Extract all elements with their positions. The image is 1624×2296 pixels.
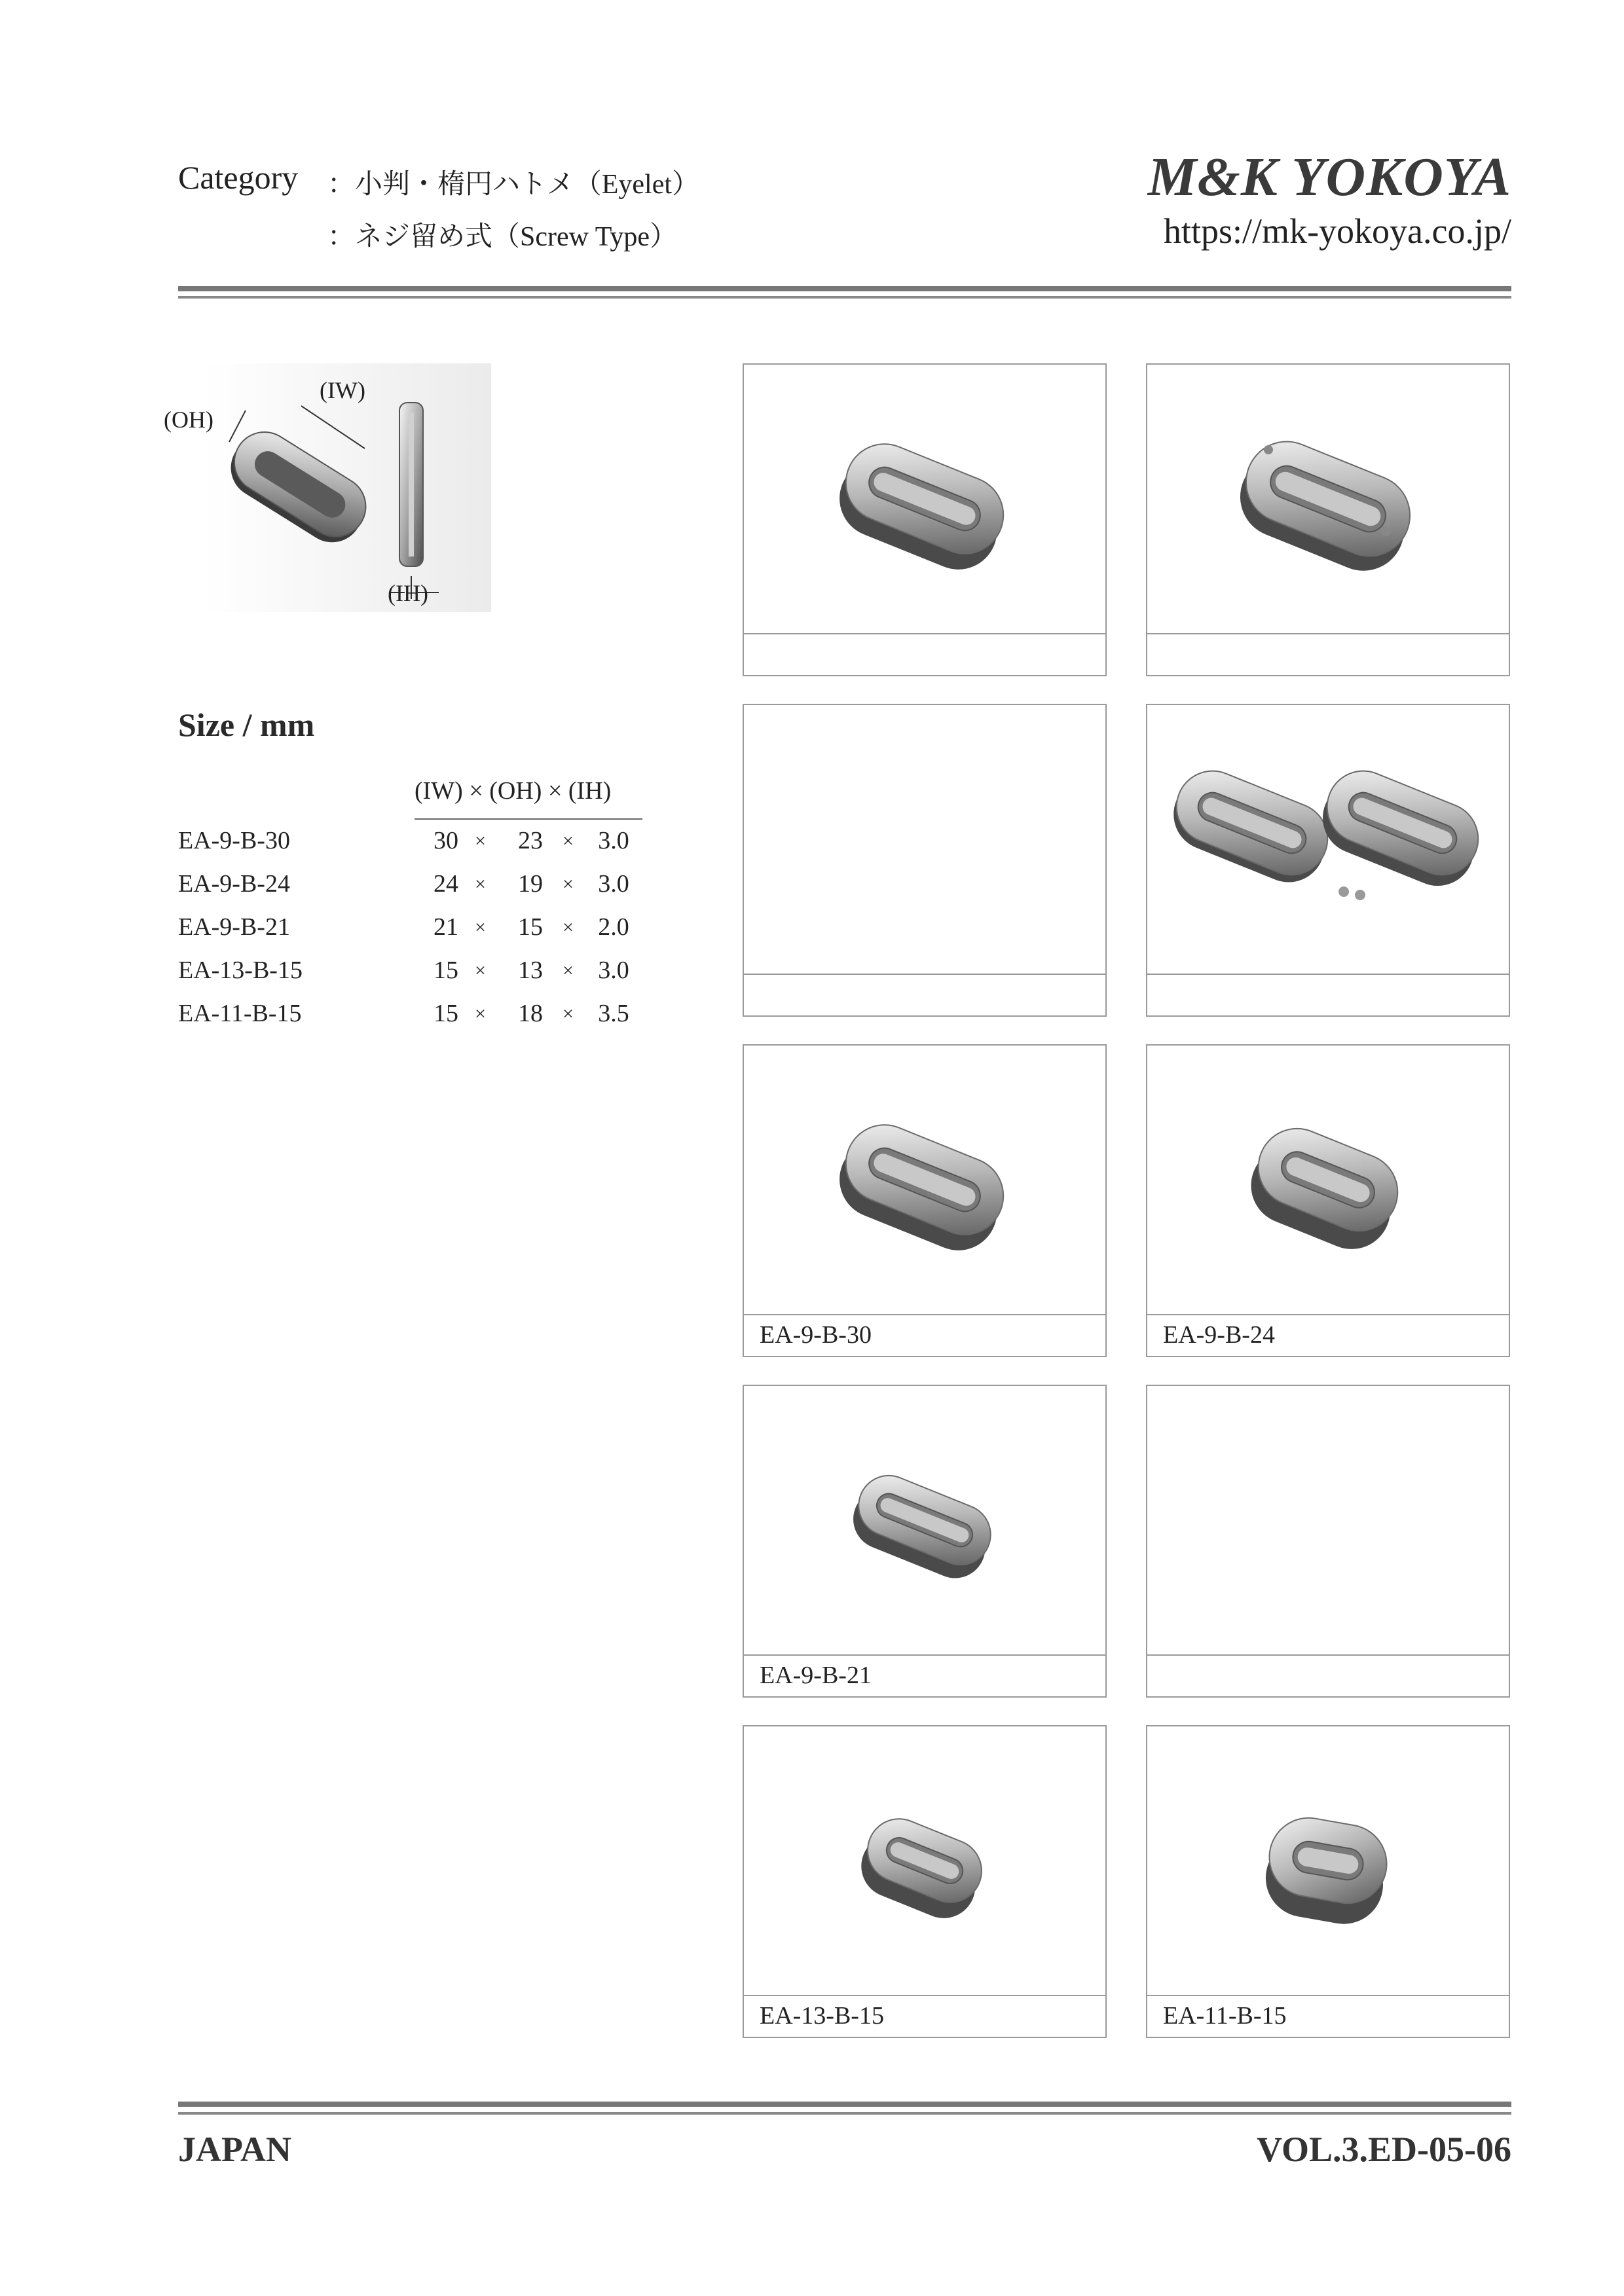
label-oh: (OH) xyxy=(164,407,213,433)
footer-country: JAPAN xyxy=(178,2130,291,2169)
product-card xyxy=(743,1385,1107,1698)
footer-volume: VOL.3.ED-05-06 xyxy=(1257,2130,1511,2169)
size-times: × xyxy=(475,830,486,852)
size-times: × xyxy=(563,960,574,981)
product-code: EA-9-B-21 xyxy=(760,1662,872,1689)
product-photo xyxy=(744,365,1105,634)
size-times: × xyxy=(475,1003,486,1025)
size-times: × xyxy=(563,873,574,895)
size-code: EA-13-B-15 xyxy=(178,957,303,984)
product-card xyxy=(1146,1725,1510,2038)
size-row xyxy=(178,826,650,866)
size-times: × xyxy=(563,917,574,938)
product-code: EA-11-B-15 xyxy=(1163,2002,1287,2030)
size-code: EA-11-B-15 xyxy=(178,1000,302,1027)
size-iw: 15 xyxy=(434,1000,458,1027)
size-iw: 24 xyxy=(434,870,458,898)
product-card xyxy=(1146,363,1510,676)
size-oh: 18 xyxy=(518,1000,543,1027)
empty-photo-slot xyxy=(1147,1386,1509,1656)
size-ih: 3.0 xyxy=(598,827,629,854)
size-row xyxy=(178,956,650,995)
size-title: Size / mm xyxy=(178,706,315,743)
size-times: × xyxy=(475,917,486,938)
footer-rule-thin xyxy=(178,2112,1511,2115)
product-photo xyxy=(744,1726,1105,1996)
product-photo xyxy=(1147,1046,1509,1315)
product-card xyxy=(743,363,1107,676)
product-code: EA-13-B-15 xyxy=(760,2002,884,2030)
product-card xyxy=(1146,1385,1510,1698)
size-code: EA-9-B-21 xyxy=(178,913,290,941)
size-table-header: (IW) × (OH) × (IH) xyxy=(415,777,612,805)
size-times: × xyxy=(475,960,486,981)
size-ih: 3.5 xyxy=(598,1000,629,1027)
size-row xyxy=(178,869,650,909)
product-card xyxy=(1146,1044,1510,1357)
dimension-diagram xyxy=(151,363,491,612)
product-card xyxy=(743,704,1107,1017)
size-row xyxy=(178,913,650,952)
label-ih: (IH) xyxy=(388,580,428,606)
size-ih: 2.0 xyxy=(598,913,629,941)
category-label: Category xyxy=(178,159,299,196)
product-code: EA-9-B-24 xyxy=(1163,1321,1275,1349)
product-card xyxy=(743,1725,1107,2038)
size-oh: 23 xyxy=(518,827,543,854)
size-oh: 13 xyxy=(518,957,543,984)
label-iw: (IW) xyxy=(320,377,365,403)
product-card xyxy=(1146,704,1510,1017)
category-value-fastening: ：ネジ留め式（Screw Type） xyxy=(327,222,678,252)
product-card xyxy=(743,1044,1107,1357)
empty-photo-slot xyxy=(744,705,1105,975)
size-ih: 3.0 xyxy=(598,870,629,898)
product-code: EA-9-B-30 xyxy=(760,1321,872,1349)
size-ih: 3.0 xyxy=(598,957,629,984)
size-times: × xyxy=(563,1003,574,1025)
header-rule-thick xyxy=(178,286,1511,291)
size-code: EA-9-B-30 xyxy=(178,827,290,854)
size-iw: 21 xyxy=(434,913,458,941)
category-value-type: ：小判・楕円ハトメ（Eyelet） xyxy=(327,170,700,200)
size-code: EA-9-B-24 xyxy=(178,870,290,898)
brand-logo: M&K YOKOYA xyxy=(1147,147,1511,208)
size-times: × xyxy=(475,873,486,895)
size-row xyxy=(178,999,650,1038)
size-table-header-rule xyxy=(415,818,642,820)
product-photo xyxy=(1147,1726,1509,1996)
size-times: × xyxy=(563,830,574,852)
footer-rule-thick xyxy=(178,2102,1511,2107)
size-oh: 15 xyxy=(518,913,543,941)
product-photo xyxy=(744,1046,1105,1315)
product-photo xyxy=(1147,365,1509,634)
size-iw: 15 xyxy=(434,957,458,984)
header-rule-thin xyxy=(178,296,1511,299)
product-photo xyxy=(744,1386,1105,1656)
website-url[interactable]: https://mk-yokoya.co.jp/ xyxy=(1164,211,1511,251)
size-iw: 30 xyxy=(434,827,458,854)
product-photo xyxy=(1147,705,1509,975)
size-oh: 19 xyxy=(518,870,543,898)
